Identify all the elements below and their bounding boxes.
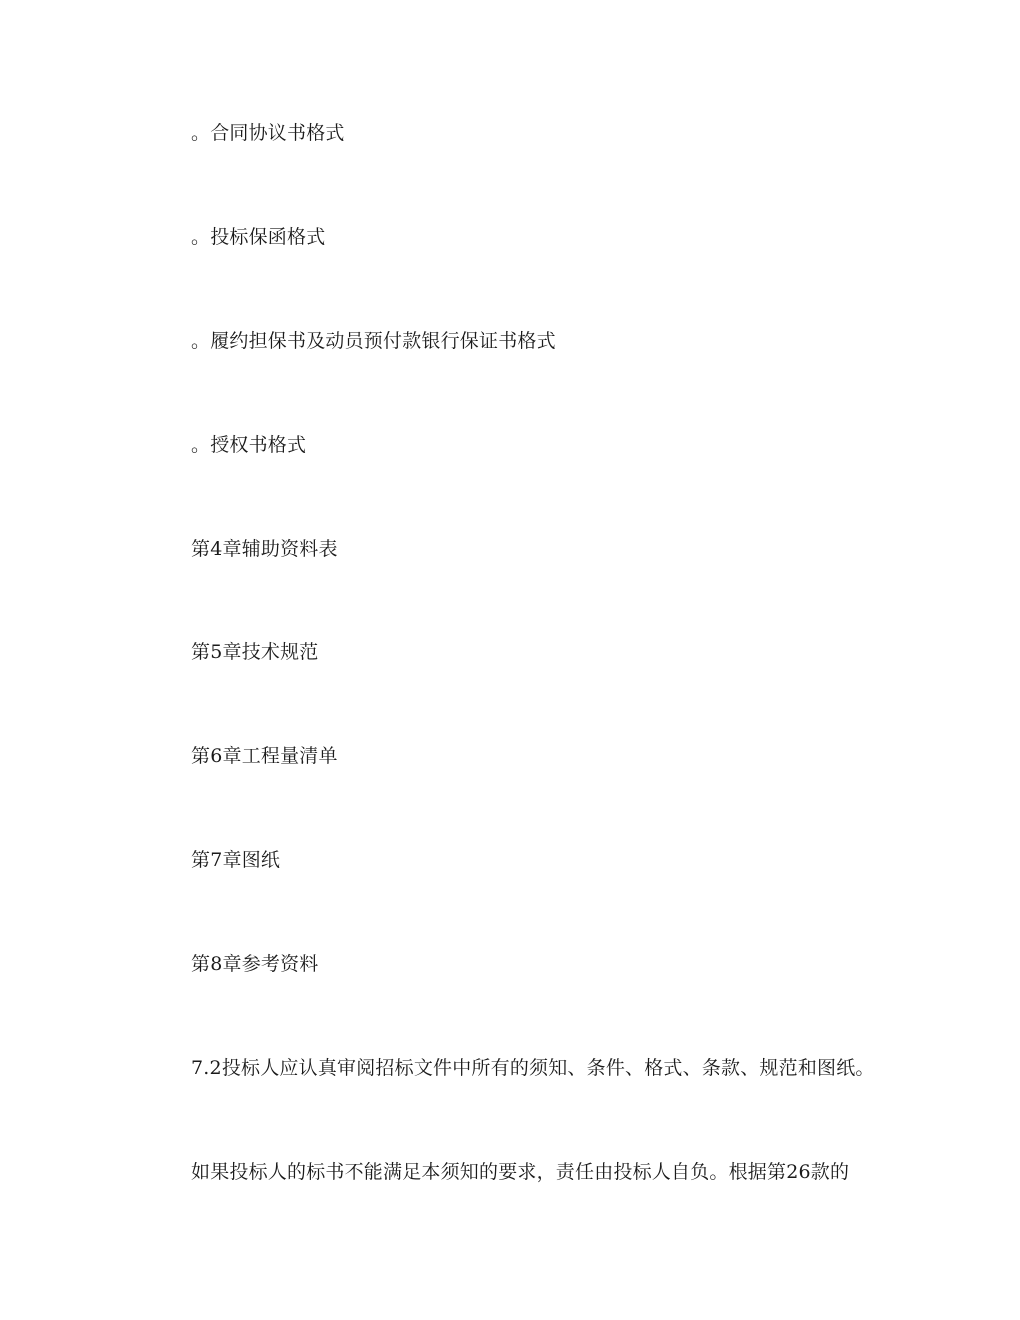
chapter-4-heading: 第4章辅助资料表 [191,538,338,560]
clause-7-2-paragraph: 7.2投标人应认真审阅招标文件中所有的须知、条件、格式、条款、规范和图纸。 [191,1057,875,1079]
chapter-6-heading: 第6章工程量清单 [191,745,338,767]
list-item-performance-guarantee-format: 。履约担保书及动员预付款银行保证书格式 [191,330,556,352]
chapter-8-heading: 第8章参考资料 [191,953,319,975]
chapter-7-heading: 第7章图纸 [191,849,281,871]
list-item-authorization-format: 。授权书格式 [191,434,307,456]
responsibility-paragraph: 如果投标人的标书不能满足本须知的要求，责任由投标人自负。根据第26款的 [191,1161,850,1183]
list-item-contract-agreement-format: 。合同协议书格式 [191,122,345,144]
list-item-bid-guarantee-format: 。投标保函格式 [191,226,326,248]
chapter-5-heading: 第5章技术规范 [191,641,319,663]
